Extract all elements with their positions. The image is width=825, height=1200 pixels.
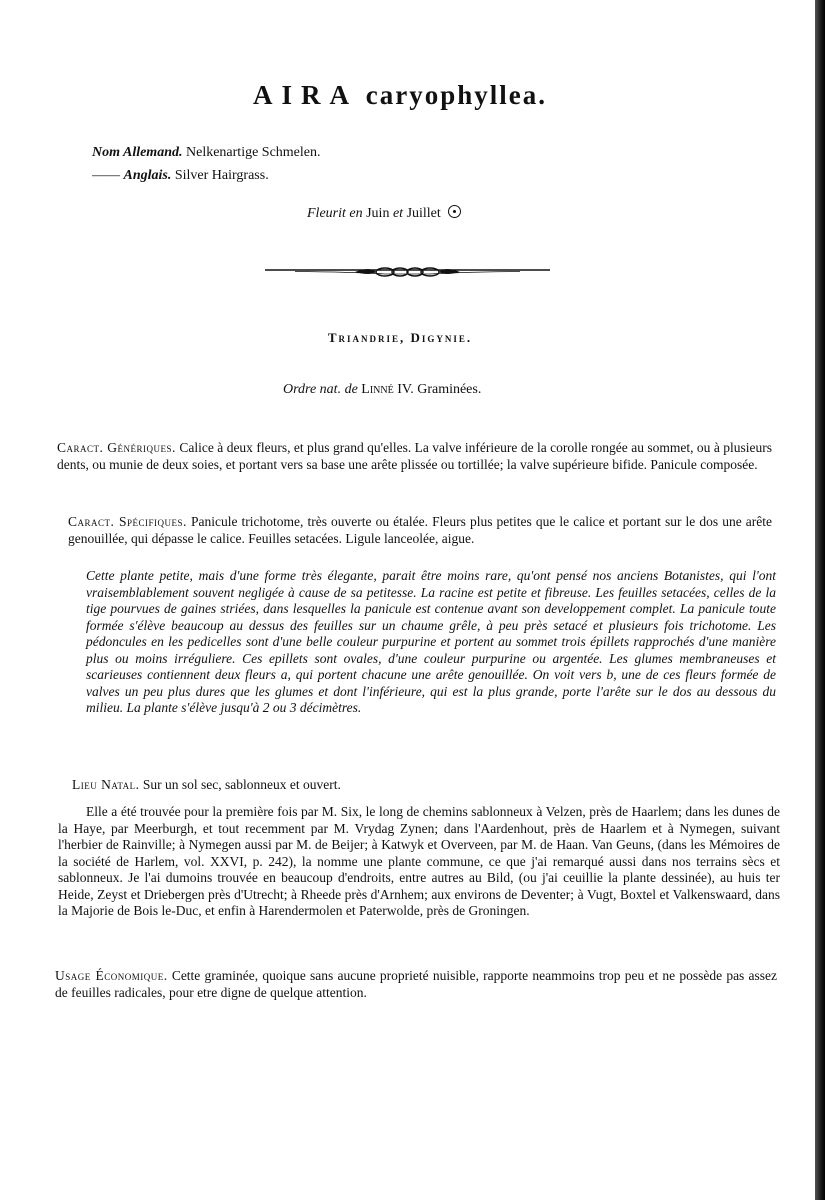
habitat-label: Lieu Natal. <box>72 777 140 792</box>
generic-characters <box>57 439 772 473</box>
order-family: Graminées. <box>417 382 482 397</box>
species-name: caryophyllea. <box>365 80 547 110</box>
economic-usage-label: Usage Économique. <box>55 968 168 983</box>
flowering-month-2: Juillet <box>406 206 441 221</box>
order-de: de <box>344 382 358 397</box>
flowering-month-1: Juin <box>366 206 390 221</box>
classification-text: Triandrie, Digynie. <box>327 330 473 345</box>
german-name-value: Nelkenartige Schmelen. <box>186 145 321 160</box>
ornamental-rule-icon <box>265 262 550 282</box>
page-title <box>0 80 800 111</box>
generic-characters-text: Calice à deux fleurs, et plus grand qu'elles. La valve inférieure de la corolle rongée au sommet, ou à plusieurs dents, ou munie de deux soies, et portant vers sa base une arête plissée ou tortillée; la valve supérieure bifide. Panicule composée. <box>57 440 772 472</box>
flowering-line <box>307 205 461 222</box>
economic-usage-text: Cette graminée, quoique sans aucune proprieté nuisible, rapporte neammoins trop peu et ne possède pas assez de feuilles radicales, pour etre digne de quelque attention. <box>55 968 778 1000</box>
generic-characters-label: Caract. Génériques. <box>57 440 176 455</box>
page-binding-edge <box>815 0 825 1200</box>
specific-characters <box>68 513 772 547</box>
habitat-text: Sur un sol sec, sablonneux et ouvert. <box>142 777 341 792</box>
localities: Elle a été trouvée pour la première fois par M. Six, le long de chemins sablonneux à Velzen, près de Haarlem; dans les dunes de la Haye, par Meerburgh, et tout recemment par M. Vrydag Zynen; dans l'Aardenhout, près de Haarlem et à Nymegen, suivant l'herbier de Rainville; à Nymegen aussi par M. de Beijer; à Katwyk et Overveen, par M. de Haan. Van Geuns, (dans les Mémoires de la société de Harlem, vol. XXVI, p. 242), la nomme une plante commune, ce que j'ai remarqué aussi dans nos terrains sècs et sablonneux. Je l'ai dumoins trouvée en beaucoup d'endroits, entre autres au Bild, (ou j'ai ceuillie la plante dessinée), au huis ter Heide, Zeyst et Driebergen près d'Utrecht; à Rheede près d'Arnhem; aux environs de Deventer; à Vugt, Boxtel et Valkenswaard, dans la Majorie de Bois le-Duc, et enfin à Harendermolen et Paterwolde, près de Groningen. <box>58 804 780 918</box>
annual-symbol-icon <box>448 205 461 218</box>
english-name-label: Anglais. <box>123 168 172 183</box>
german-name-line <box>92 145 321 161</box>
english-name-line <box>92 168 269 184</box>
natural-order-line <box>283 382 481 398</box>
german-name-label: Nom Allemand. <box>92 145 183 160</box>
english-dash: —— <box>92 168 120 183</box>
plant-description: Cette plante petite, mais d'une forme très élegante, parait être moins rare, qu'ont pensé nos anciens Botanistes, qui l'ont vraisemblablement souvent negligée à cause de sa petitesse. La racine est petite et fibreuse. Les feuilles setacées, celles de la tige pourvues de gaines striées, dans lesquelles la panicule est contenue avant son developpement complet. La panicule toute formée s'élève beaucoup au dessus des feuilles sur un chaume grêle, à peu près setacé et plusieurs fois trichotome. Les pédoncules en les pedicelles sont d'une belle couleur purpurine et portent au sommet trois épillets rapprochés d'une manière plus ou moins irréguliere. Ces epillets sont ovales, d'une couleur purpurine ou argentée. Les glumes membraneuses et scarieuses contiennent deux fleurs a, qui portent chacune une arête genouillée. On voit vers b, une de ces fleurs formée de valves un peu plus dures que les glumes et dont l'inférieure, qui est la plus grande, porte l'arête sur le dos au dessous du milieu. La plante s'élève jusqu'à 2 ou 3 décimètres. <box>86 568 776 715</box>
flowering-word-fleurit: Fleurit <box>307 206 346 221</box>
specific-characters-text: Panicule trichotome, très ouverte ou étalée. Fleurs plus petites que le calice et portant sur le dos une arête genouillée, qui dépasse le calice. Feuilles setacées. Ligule lanceolée, aigue. <box>68 514 772 546</box>
economic-usage <box>55 967 777 1001</box>
habitat <box>72 776 772 793</box>
genus-name: AIRA <box>252 80 358 110</box>
specific-characters-label: Caract. Spécifiques. <box>68 514 187 529</box>
english-name-value: Silver Hairgrass. <box>174 168 269 183</box>
classification-line <box>0 330 800 346</box>
order-label: Ordre nat. <box>283 382 342 397</box>
order-author: Linné IV. <box>361 382 414 397</box>
flowering-word-en: en <box>349 206 363 221</box>
flowering-word-et: et <box>392 206 404 221</box>
